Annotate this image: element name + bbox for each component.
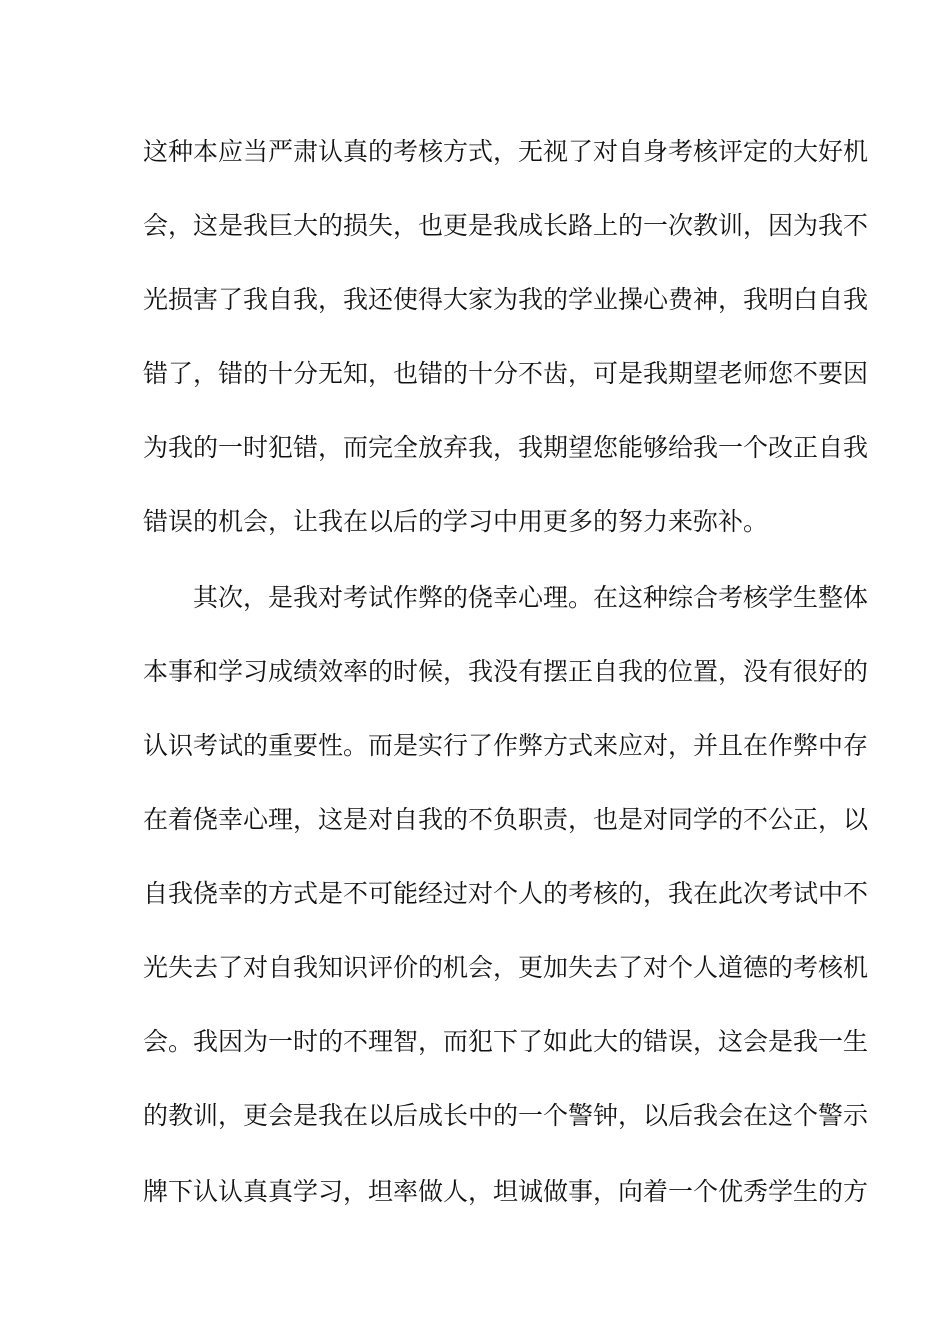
text-line: 认识考试的重要性。而是实行了作弊方式来应对，并且在作弊中存 [143,731,869,760]
text-line: 自我侥幸的方式是不可能经过对个人的考核的，我在此次考试中不 [143,879,869,908]
text-line: 错了，错的十分无知，也错的十分不齿，可是我期望老师您不要因 [143,359,869,388]
text-line: 会。我因为一时的不理智，而犯下了如此大的错误，这会是我一生 [143,1027,869,1056]
text-line: 光失去了对自我知识评价的机会，更加失去了对个人道德的考核机 [143,953,869,982]
text-line: 在着侥幸心理，这是对自我的不负职责，也是对同学的不公正，以 [143,805,869,834]
text-line: 为我的一时犯错，而完全放弃我，我期望您能够给我一个改正自我 [143,433,869,462]
text-line: 光损害了我自我，我还使得大家为我的学业操心费神，我明白自我 [143,285,869,314]
paragraph-end-line: 错误的机会，让我在以后的学习中用更多的努力来弥补。 [143,507,769,536]
text-line: 会，这是我巨大的损失，也更是我成长路上的一次教训，因为我不 [143,211,869,240]
text-line: 这种本应当严肃认真的考核方式，无视了对自身考核评定的大好机 [143,137,869,166]
paragraph-start-line: 其次，是我对考试作弊的侥幸心理。在这种综合考核学生整体 [193,583,869,612]
text-line: 牌下认认真真学习，坦率做人，坦诚做事，向着一个优秀学生的方 [143,1177,869,1206]
text-line: 的教训，更会是我在以后成长中的一个警钟，以后我会在这个警示 [143,1101,869,1130]
text-line: 本事和学习成绩效率的时候，我没有摆正自我的位置，没有很好的 [143,657,869,686]
